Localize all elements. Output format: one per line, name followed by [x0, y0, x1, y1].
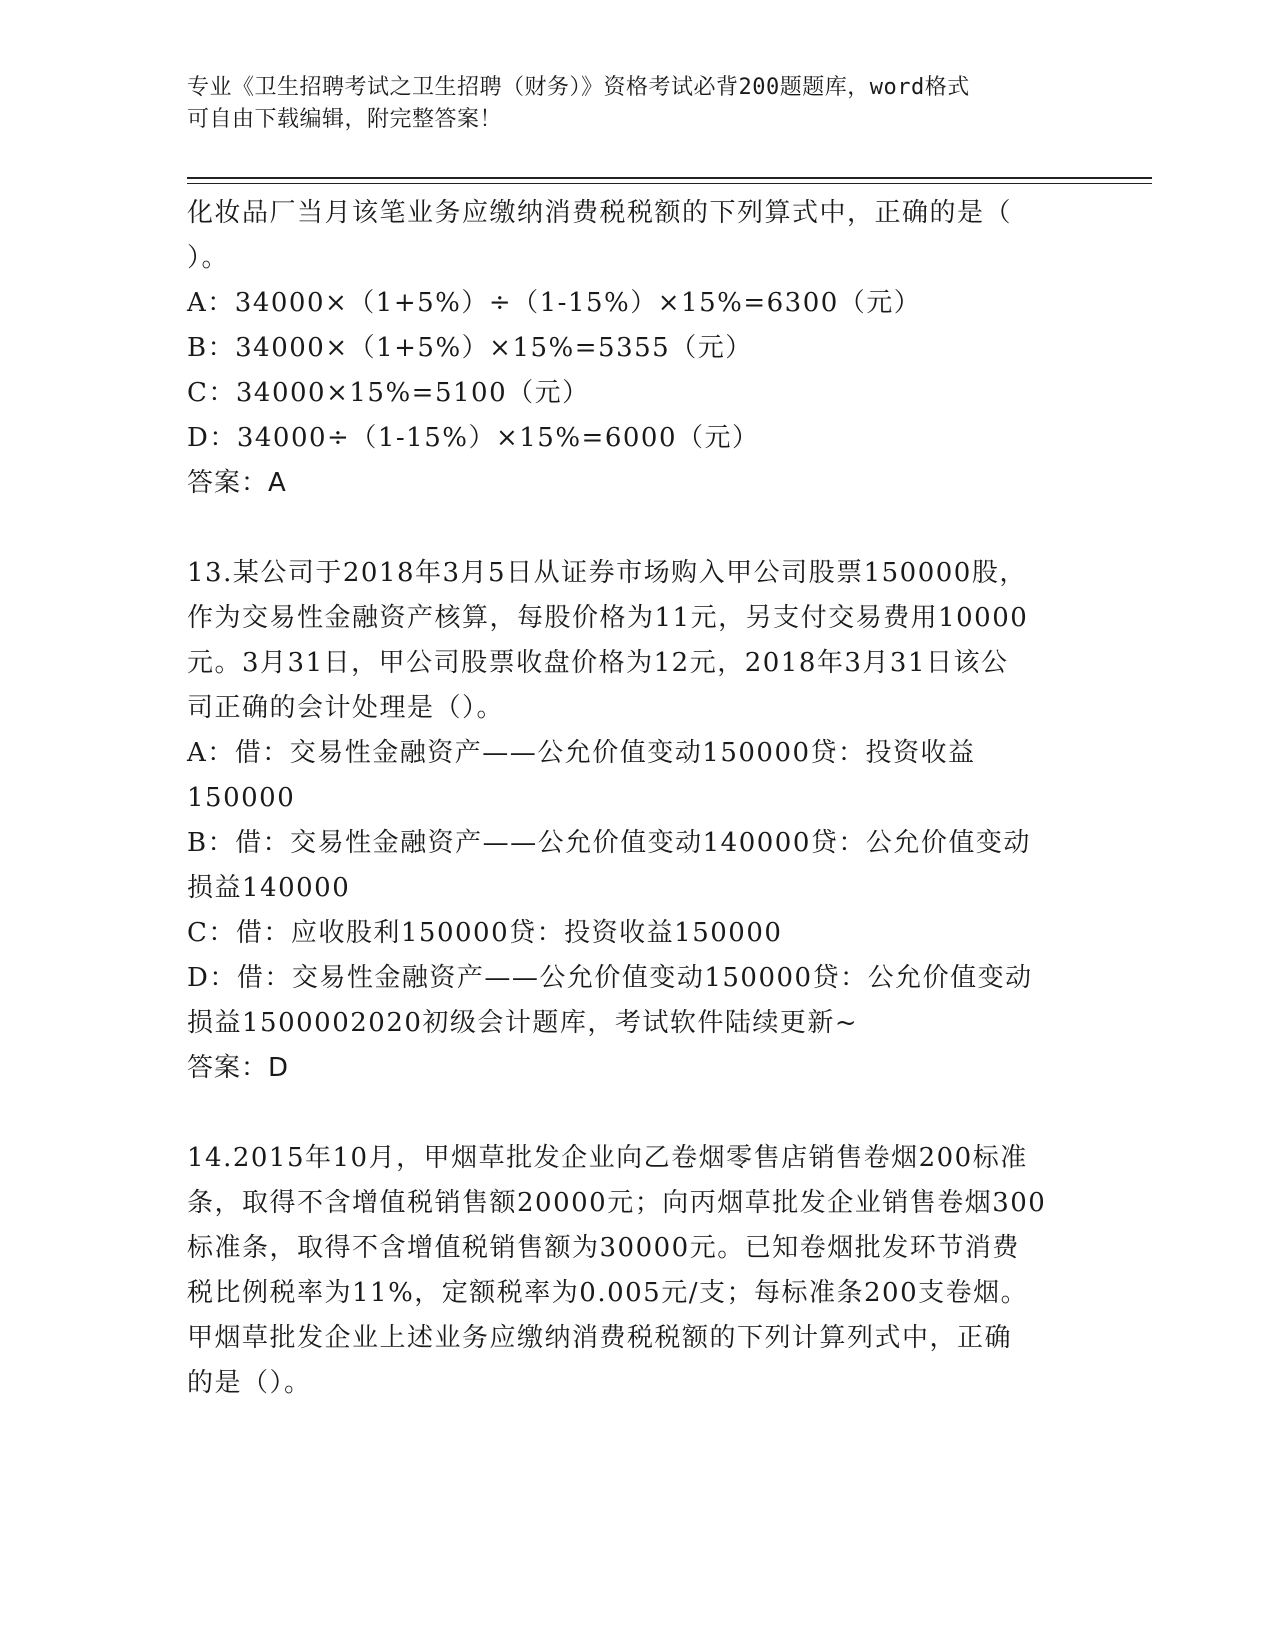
header-line-1: 专业《卫生招聘考试之卫生招聘（财务）》资格考试必背200题题库，word格式 — [187, 75, 970, 100]
question-stem-line: 14.2015年10月，甲烟草批发企业向乙卷烟零售店销售卷烟200标准 — [187, 1143, 1028, 1173]
question-stem-line: 条，取得不含增值税销售额20000元；向丙烟草批发企业销售卷烟300 — [187, 1188, 1047, 1218]
option-c: C：34000×15%=5100（元） — [187, 378, 590, 408]
question-stem-line: ）。 — [187, 243, 230, 273]
question-14 — [187, 1136, 1087, 1406]
document-header — [187, 72, 1067, 136]
question-stem-line: 13.某公司于2018年3月5日从证券市场购入甲公司股票150000股， — [187, 558, 1027, 588]
option-a: A：借：交易性金融资产——公允价值变动150000贷：投资收益 — [187, 738, 976, 768]
question-stem-line: 税比例税率为11%，定额税率为0.005元/支；每标准条200支卷烟。 — [187, 1278, 1029, 1308]
question-stem-line: 作为交易性金融资产核算，每股价格为11元，另支付交易费用10000 — [187, 603, 1029, 633]
header-line-2: 可自由下载编辑，附完整答案！ — [187, 107, 503, 132]
answer-line: 答案：A — [187, 468, 287, 498]
spacer — [187, 506, 1087, 551]
option-c: C：借：应收股利150000贷：投资收益150000 — [187, 918, 783, 948]
question-12 — [187, 191, 1087, 506]
question-stem-line: 化妆品厂当月该笔业务应缴纳消费税税额的下列算式中，正确的是（ — [187, 198, 1013, 228]
question-stem-line: 元。3月31日，甲公司股票收盘价格为12元，2018年3月31日该公 — [187, 648, 1009, 678]
header-divider-thick — [187, 177, 1152, 179]
header-divider-thin — [187, 183, 1152, 184]
option-b: B：借：交易性金融资产——公允价值变动140000贷：公允价值变动 — [187, 828, 1031, 858]
option-d: D：34000÷（1-15%）×15%=6000（元） — [187, 423, 760, 453]
question-13 — [187, 551, 1087, 1091]
document-body — [187, 191, 1087, 1406]
option-d: D：借：交易性金融资产——公允价值变动150000贷：公允价值变动 — [187, 963, 1033, 993]
spacer — [187, 1091, 1087, 1136]
question-stem-line: 标准条，取得不含增值税销售额为30000元。已知卷烟批发环节消费 — [187, 1233, 1020, 1263]
option-b-continued: 损益140000 — [187, 873, 351, 903]
option-a-continued: 150000 — [187, 783, 296, 813]
answer-line: 答案：D — [187, 1053, 290, 1083]
question-stem-line: 的是（）。 — [187, 1368, 312, 1398]
option-b: B：34000×（1+5%）×15%=5355（元） — [187, 333, 753, 363]
option-a: A：34000×（1+5%）÷（1-15%）×15%=6300（元） — [187, 288, 922, 318]
question-stem-line: 甲烟草批发企业上述业务应缴纳消费税税额的下列计算列式中，正确 — [187, 1323, 1013, 1353]
question-stem-line: 司正确的会计处理是（）。 — [187, 693, 505, 723]
option-d-continued: 损益1500002020初级会计题库，考试软件陆续更新~ — [187, 1008, 859, 1038]
